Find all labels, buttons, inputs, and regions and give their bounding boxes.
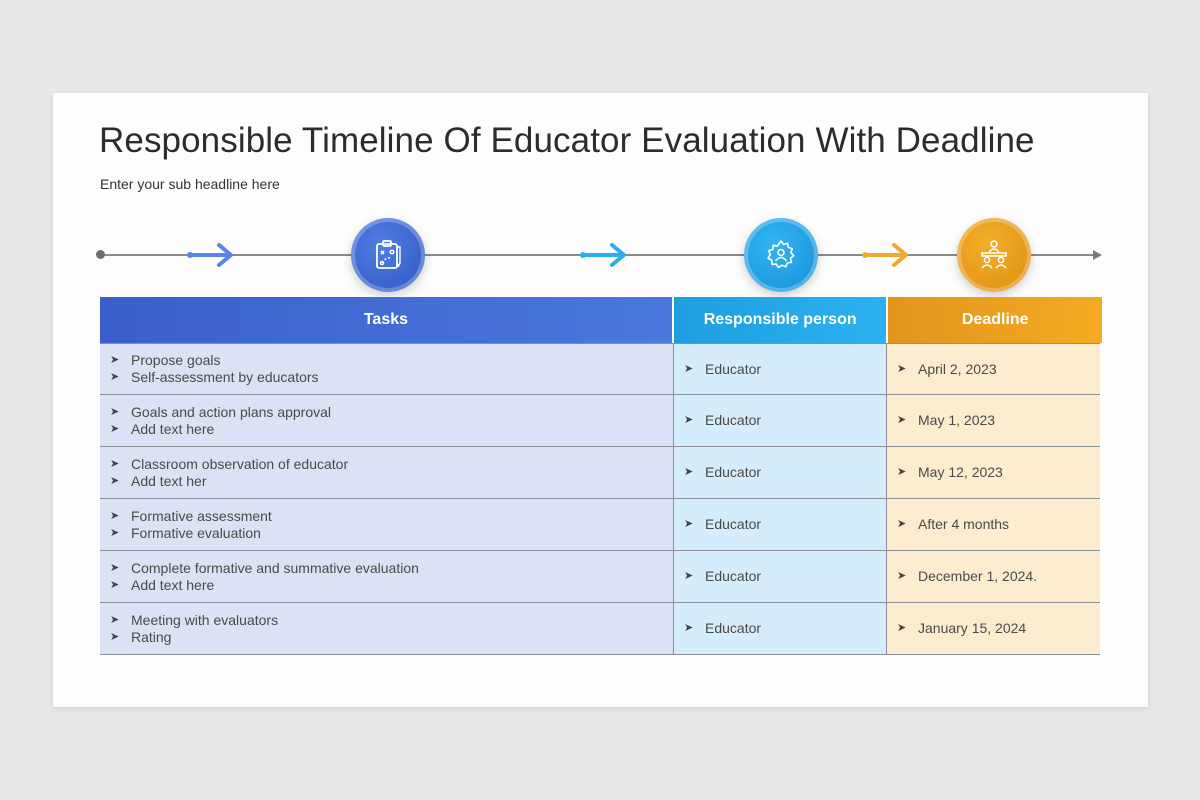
- arrow-bullet-icon: ➤: [110, 526, 120, 539]
- arrow-bullet-icon: ➤: [684, 622, 694, 634]
- task-cell: [100, 551, 673, 603]
- task-item: Complete formative and summative evaluation: [131, 559, 419, 576]
- arrow-bullet-icon: ➤: [897, 518, 907, 530]
- table-header-row: [100, 297, 1102, 343]
- header-tasks: Tasks: [100, 297, 672, 343]
- timeline-arrow-orange: [860, 240, 912, 270]
- timeline-arrow-blue: [185, 240, 237, 270]
- slide: [53, 93, 1148, 707]
- deadline-value: December 1, 2024.: [918, 568, 1038, 584]
- arrow-bullet-icon: ➤: [684, 362, 694, 375]
- meeting-people-icon: [976, 237, 1012, 273]
- table-row: [100, 603, 1102, 655]
- gear-person-icon: [763, 237, 799, 273]
- page-title: Responsible Timeline Of Educator Evaluation With Deadline: [99, 121, 1035, 160]
- table-row: [100, 551, 1102, 603]
- arrow-bullet-icon: ➤: [110, 509, 120, 522]
- task-cell: [100, 395, 673, 447]
- arrow-bullet-icon: ➤: [684, 466, 694, 478]
- arrow-bullet-icon: ➤: [110, 422, 120, 435]
- arrow-bullet-icon: ➤: [110, 457, 120, 470]
- task-item: Classroom observation of educator: [131, 455, 349, 472]
- deadline-cell: [886, 447, 1100, 499]
- milestone-responsible: [744, 218, 818, 292]
- task-cell: [100, 343, 673, 395]
- arrow-bullet-icon: ➤: [897, 622, 907, 634]
- deadline-cell: [886, 551, 1100, 603]
- deadline-value: May 12, 2023: [918, 464, 1003, 480]
- person-value: Educator: [705, 516, 762, 532]
- table-body: [100, 343, 1102, 655]
- table-row: [100, 343, 1102, 395]
- person-value: Educator: [705, 464, 762, 480]
- timeline-end-arrowhead: [1093, 250, 1102, 260]
- arrow-bullet-icon: ➤: [897, 362, 907, 375]
- table-row: [100, 395, 1102, 447]
- header-responsible-person: Responsible person: [672, 297, 887, 343]
- person-cell: [673, 603, 886, 655]
- person-cell: [673, 551, 886, 603]
- arrow-bullet-icon: ➤: [110, 354, 120, 366]
- arrow-bullet-icon: ➤: [110, 405, 120, 418]
- table-row: [100, 499, 1102, 551]
- person-cell: [673, 343, 886, 395]
- arrow-bullet-icon: ➤: [684, 518, 694, 530]
- task-item: Add text here: [131, 420, 215, 437]
- task-item: Meeting with evaluators: [131, 611, 279, 628]
- person-cell: [673, 395, 886, 447]
- person-value: Educator: [705, 360, 762, 377]
- person-cell: [673, 447, 886, 499]
- milestone-tasks: [351, 218, 425, 292]
- arrow-bullet-icon: ➤: [110, 474, 120, 487]
- arrow-bullet-icon: ➤: [897, 466, 907, 478]
- arrow-bullet-icon: ➤: [110, 578, 120, 591]
- task-item: Propose goals: [131, 352, 221, 368]
- arrow-bullet-icon: ➤: [897, 414, 907, 426]
- arrow-bullet-icon: ➤: [110, 561, 120, 574]
- task-item: Formative evaluation: [131, 524, 261, 541]
- table-row: [100, 447, 1102, 499]
- person-value: Educator: [705, 568, 762, 584]
- deadline-value: After 4 months: [918, 516, 1010, 532]
- arrow-bullet-icon: ➤: [110, 371, 120, 383]
- task-item: Rating: [131, 628, 172, 645]
- clipboard-strategy-icon: [370, 237, 406, 273]
- task-item: Goals and action plans approval: [131, 403, 332, 420]
- timeline-arrow-cyan: [578, 240, 630, 270]
- task-item: Self-assessment by educators: [131, 369, 319, 385]
- task-cell: [100, 447, 673, 499]
- arrow-bullet-icon: ➤: [110, 613, 120, 626]
- arrow-bullet-icon: ➤: [110, 630, 120, 643]
- arrow-bullet-icon: ➤: [684, 414, 694, 426]
- person-cell: [673, 499, 886, 551]
- timeline-start-dot: [96, 250, 105, 259]
- page-subtitle: Enter your sub headline here: [100, 176, 280, 192]
- deadline-cell: [886, 395, 1100, 447]
- person-value: Educator: [705, 620, 762, 636]
- task-cell: [100, 499, 673, 551]
- arrow-bullet-icon: ➤: [684, 570, 694, 582]
- arrow-bullet-icon: ➤: [897, 570, 907, 582]
- person-value: Educator: [705, 412, 762, 428]
- header-deadline: Deadline: [886, 297, 1102, 343]
- deadline-cell: [886, 499, 1100, 551]
- evaluation-table: [100, 297, 1102, 655]
- deadline-value: April 2, 2023: [918, 360, 997, 377]
- milestone-deadline: [957, 218, 1031, 292]
- task-cell: [100, 603, 673, 655]
- deadline-value: January 15, 2024: [918, 620, 1027, 636]
- deadline-value: May 1, 2023: [918, 412, 996, 428]
- task-item: Add text her: [131, 472, 207, 489]
- task-item: Add text here: [131, 576, 215, 593]
- deadline-cell: [886, 603, 1100, 655]
- deadline-cell: [886, 343, 1100, 395]
- task-item: Formative assessment: [131, 507, 272, 524]
